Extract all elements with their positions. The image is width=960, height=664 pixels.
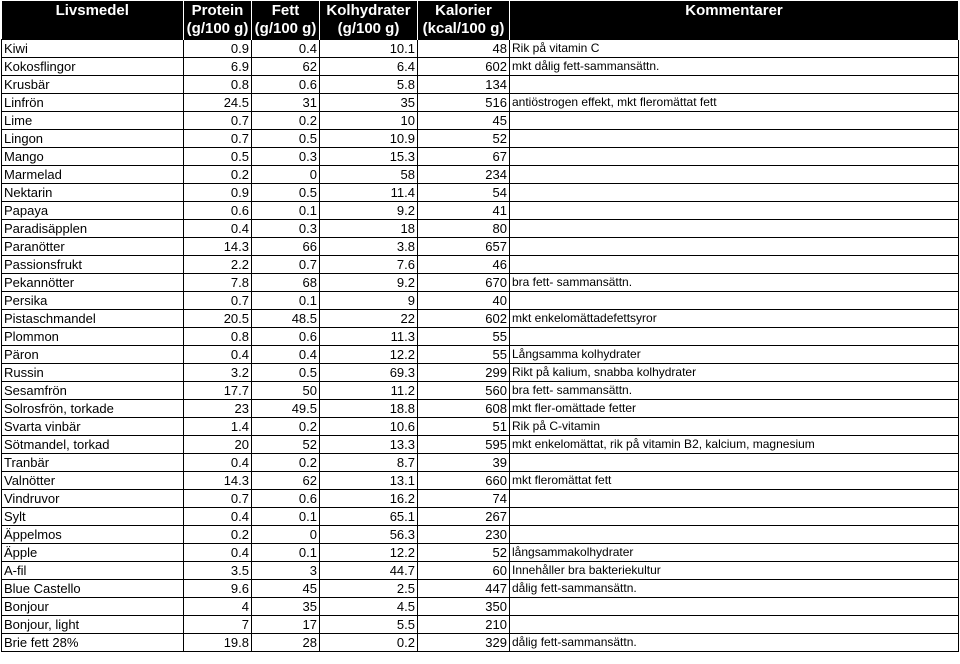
table-row [2, 76, 959, 94]
table-row [2, 220, 959, 238]
cell-fett: 0.3 [252, 148, 320, 166]
table-row [2, 94, 959, 112]
cell-kommentar [510, 220, 959, 238]
cell-fett: 0.1 [252, 292, 320, 310]
cell-fett: 0.5 [252, 184, 320, 202]
cell-kolhydrater: 12.2 [320, 346, 418, 364]
table-row [2, 256, 959, 274]
cell-kommentar [510, 256, 959, 274]
cell-fett: 0.4 [252, 346, 320, 364]
cell-kommentar [510, 148, 959, 166]
cell-kommentar: bra fett- sammansättn. [510, 382, 959, 400]
table-row [2, 472, 959, 490]
table-row [2, 184, 959, 202]
header-row [2, 1, 959, 40]
cell-kolhydrater: 22 [320, 310, 418, 328]
cell-protein: 0.9 [184, 40, 252, 58]
cell-fett: 45 [252, 580, 320, 598]
cell-kalorier: 657 [418, 238, 510, 256]
nutrition-table [1, 1, 959, 652]
cell-kolhydrater: 9.2 [320, 202, 418, 220]
cell-kolhydrater: 11.2 [320, 382, 418, 400]
cell-kommentar: mkt fler-omättade fetter [510, 400, 959, 418]
cell-livsmedel: Pistaschmandel [2, 310, 184, 328]
cell-kommentar [510, 112, 959, 130]
table-row [2, 418, 959, 436]
cell-kalorier: 48 [418, 40, 510, 58]
table-row [2, 238, 959, 256]
cell-kalorier: 67 [418, 148, 510, 166]
cell-kommentar: Långsamma kolhydrater [510, 346, 959, 364]
cell-kommentar: mkt enkelomättat, rik på vitamin B2, kalcium, magnesium [510, 436, 959, 454]
cell-kalorier: 41 [418, 202, 510, 220]
cell-fett: 0 [252, 526, 320, 544]
cell-protein: 0.4 [184, 544, 252, 562]
cell-kolhydrater: 69.3 [320, 364, 418, 382]
cell-fett: 62 [252, 58, 320, 76]
cell-fett: 66 [252, 238, 320, 256]
cell-kalorier: 670 [418, 274, 510, 292]
table-row [2, 454, 959, 472]
cell-kommentar [510, 166, 959, 184]
cell-livsmedel: Äppelmos [2, 526, 184, 544]
cell-protein: 7 [184, 616, 252, 634]
cell-protein: 20.5 [184, 310, 252, 328]
cell-fett: 31 [252, 94, 320, 112]
cell-livsmedel: Krusbär [2, 76, 184, 94]
cell-protein: 0.9 [184, 184, 252, 202]
table-row [2, 292, 959, 310]
cell-fett: 0.4 [252, 40, 320, 58]
cell-fett: 0.1 [252, 202, 320, 220]
table-row [2, 436, 959, 454]
table-row [2, 598, 959, 616]
cell-kommentar [510, 526, 959, 544]
cell-livsmedel: Bonjour, light [2, 616, 184, 634]
cell-kolhydrater: 18.8 [320, 400, 418, 418]
cell-protein: 0.7 [184, 490, 252, 508]
table-body [2, 40, 959, 652]
cell-protein: 17.7 [184, 382, 252, 400]
cell-protein: 0.7 [184, 292, 252, 310]
cell-protein: 14.3 [184, 238, 252, 256]
cell-kalorier: 267 [418, 508, 510, 526]
cell-kalorier: 602 [418, 310, 510, 328]
cell-livsmedel: Päron [2, 346, 184, 364]
cell-protein: 0.4 [184, 454, 252, 472]
cell-fett: 0.2 [252, 454, 320, 472]
cell-kalorier: 608 [418, 400, 510, 418]
cell-kommentar [510, 490, 959, 508]
cell-kommentar: Rik på vitamin C [510, 40, 959, 58]
header-kommentarer: Kommentarer [510, 1, 959, 40]
table-row [2, 634, 959, 652]
header-fett: Fett (g/100 g) [252, 1, 320, 40]
cell-kommentar [510, 616, 959, 634]
table-row [2, 346, 959, 364]
cell-fett: 0 [252, 166, 320, 184]
table-row [2, 166, 959, 184]
cell-protein: 0.2 [184, 166, 252, 184]
cell-kolhydrater: 4.5 [320, 598, 418, 616]
cell-fett: 3 [252, 562, 320, 580]
cell-livsmedel: Paranötter [2, 238, 184, 256]
cell-kolhydrater: 3.8 [320, 238, 418, 256]
cell-protein: 14.3 [184, 472, 252, 490]
cell-kommentar [510, 76, 959, 94]
cell-protein: 1.4 [184, 418, 252, 436]
cell-livsmedel: Kiwi [2, 40, 184, 58]
cell-fett: 50 [252, 382, 320, 400]
cell-kolhydrater: 10.1 [320, 40, 418, 58]
cell-kalorier: 329 [418, 634, 510, 652]
cell-fett: 28 [252, 634, 320, 652]
table-row [2, 544, 959, 562]
cell-kommentar: dålig fett-sammansättn. [510, 634, 959, 652]
cell-livsmedel: Lime [2, 112, 184, 130]
cell-kommentar: bra fett- sammansättn. [510, 274, 959, 292]
table-row [2, 580, 959, 598]
table-row [2, 508, 959, 526]
table-row [2, 310, 959, 328]
cell-kommentar [510, 598, 959, 616]
cell-protein: 3.2 [184, 364, 252, 382]
header-kalorier: Kalorier (kcal/100 g) [418, 1, 510, 40]
cell-kalorier: 602 [418, 58, 510, 76]
cell-kommentar: långsammakolhydrater [510, 544, 959, 562]
cell-protein: 0.2 [184, 526, 252, 544]
cell-kolhydrater: 11.4 [320, 184, 418, 202]
cell-fett: 48.5 [252, 310, 320, 328]
cell-livsmedel: Nektarin [2, 184, 184, 202]
cell-kommentar [510, 202, 959, 220]
cell-livsmedel: Persika [2, 292, 184, 310]
cell-protein: 0.8 [184, 76, 252, 94]
cell-kolhydrater: 44.7 [320, 562, 418, 580]
cell-kolhydrater: 10.9 [320, 130, 418, 148]
cell-kolhydrater: 5.5 [320, 616, 418, 634]
cell-livsmedel: Mango [2, 148, 184, 166]
cell-livsmedel: Sesamfrön [2, 382, 184, 400]
cell-livsmedel: Plommon [2, 328, 184, 346]
cell-livsmedel: Blue Castello [2, 580, 184, 598]
cell-livsmedel: Linfrön [2, 94, 184, 112]
cell-fett: 17 [252, 616, 320, 634]
cell-protein: 23 [184, 400, 252, 418]
table-row [2, 274, 959, 292]
cell-protein: 0.4 [184, 220, 252, 238]
cell-kalorier: 51 [418, 418, 510, 436]
cell-livsmedel: Svarta vinbär [2, 418, 184, 436]
cell-kolhydrater: 13.1 [320, 472, 418, 490]
table-row [2, 112, 959, 130]
cell-kalorier: 40 [418, 292, 510, 310]
table-row [2, 148, 959, 166]
cell-protein: 9.6 [184, 580, 252, 598]
cell-livsmedel: Lingon [2, 130, 184, 148]
cell-protein: 2.2 [184, 256, 252, 274]
cell-kalorier: 660 [418, 472, 510, 490]
cell-kommentar: Rikt på kalium, snabba kolhydrater [510, 364, 959, 382]
cell-protein: 4 [184, 598, 252, 616]
cell-protein: 24.5 [184, 94, 252, 112]
cell-kolhydrater: 5.8 [320, 76, 418, 94]
cell-kommentar [510, 130, 959, 148]
cell-livsmedel: Tranbär [2, 454, 184, 472]
cell-kalorier: 52 [418, 544, 510, 562]
cell-livsmedel: A-fil [2, 562, 184, 580]
cell-kolhydrater: 10.6 [320, 418, 418, 436]
cell-kolhydrater: 9.2 [320, 274, 418, 292]
cell-kolhydrater: 58 [320, 166, 418, 184]
cell-fett: 52 [252, 436, 320, 454]
cell-kommentar: antiöstrogen effekt, mkt fleromättat fett [510, 94, 959, 112]
cell-kolhydrater: 35 [320, 94, 418, 112]
cell-kalorier: 39 [418, 454, 510, 472]
table-row [2, 490, 959, 508]
cell-kalorier: 74 [418, 490, 510, 508]
cell-livsmedel: Äpple [2, 544, 184, 562]
cell-kommentar [510, 328, 959, 346]
cell-kalorier: 80 [418, 220, 510, 238]
table-row [2, 364, 959, 382]
cell-livsmedel: Bonjour [2, 598, 184, 616]
table-row [2, 400, 959, 418]
cell-kalorier: 447 [418, 580, 510, 598]
cell-fett: 0.1 [252, 508, 320, 526]
cell-kalorier: 210 [418, 616, 510, 634]
cell-protein: 0.7 [184, 112, 252, 130]
table-row [2, 526, 959, 544]
table-row [2, 328, 959, 346]
cell-kalorier: 350 [418, 598, 510, 616]
cell-protein: 7.8 [184, 274, 252, 292]
cell-fett: 68 [252, 274, 320, 292]
table-row [2, 202, 959, 220]
cell-kolhydrater: 11.3 [320, 328, 418, 346]
cell-fett: 0.1 [252, 544, 320, 562]
cell-kolhydrater: 65.1 [320, 508, 418, 526]
cell-kalorier: 55 [418, 346, 510, 364]
header-livsmedel: Livsmedel [2, 1, 184, 40]
cell-kommentar: Rik på C-vitamin [510, 418, 959, 436]
cell-kommentar: mkt enkelomättadefettsyror [510, 310, 959, 328]
cell-kommentar: dålig fett-sammansättn. [510, 580, 959, 598]
cell-kalorier: 55 [418, 328, 510, 346]
cell-kolhydrater: 2.5 [320, 580, 418, 598]
table-row [2, 58, 959, 76]
header-kolhydrater: Kolhydrater (g/100 g) [320, 1, 418, 40]
cell-kalorier: 45 [418, 112, 510, 130]
cell-livsmedel: Sötmandel, torkad [2, 436, 184, 454]
cell-livsmedel: Marmelad [2, 166, 184, 184]
cell-fett: 0.2 [252, 418, 320, 436]
cell-livsmedel: Papaya [2, 202, 184, 220]
cell-kalorier: 595 [418, 436, 510, 454]
cell-kolhydrater: 56.3 [320, 526, 418, 544]
cell-kommentar [510, 292, 959, 310]
cell-protein: 0.7 [184, 130, 252, 148]
cell-kolhydrater: 6.4 [320, 58, 418, 76]
cell-kalorier: 60 [418, 562, 510, 580]
table-row [2, 382, 959, 400]
cell-fett: 0.6 [252, 328, 320, 346]
cell-kolhydrater: 13.3 [320, 436, 418, 454]
table-row [2, 616, 959, 634]
header-protein: Protein (g/100 g) [184, 1, 252, 40]
cell-kolhydrater: 18 [320, 220, 418, 238]
cell-kolhydrater: 16.2 [320, 490, 418, 508]
cell-fett: 0.6 [252, 76, 320, 94]
cell-kalorier: 299 [418, 364, 510, 382]
cell-protein: 0.6 [184, 202, 252, 220]
cell-fett: 0.2 [252, 112, 320, 130]
cell-kommentar [510, 184, 959, 202]
cell-livsmedel: Passionsfrukt [2, 256, 184, 274]
cell-kolhydrater: 0.2 [320, 634, 418, 652]
table-row [2, 562, 959, 580]
cell-kalorier: 560 [418, 382, 510, 400]
cell-livsmedel: Vindruvor [2, 490, 184, 508]
cell-protein: 0.5 [184, 148, 252, 166]
cell-livsmedel: Kokosflingor [2, 58, 184, 76]
cell-protein: 3.5 [184, 562, 252, 580]
cell-kolhydrater: 10 [320, 112, 418, 130]
table-row [2, 130, 959, 148]
cell-kommentar: mkt fleromättat fett [510, 472, 959, 490]
cell-protein: 0.4 [184, 508, 252, 526]
cell-protein: 0.8 [184, 328, 252, 346]
cell-kolhydrater: 7.6 [320, 256, 418, 274]
cell-fett: 62 [252, 472, 320, 490]
cell-kommentar [510, 238, 959, 256]
cell-livsmedel: Solrosfrön, torkade [2, 400, 184, 418]
cell-kolhydrater: 12.2 [320, 544, 418, 562]
cell-kalorier: 234 [418, 166, 510, 184]
cell-kalorier: 230 [418, 526, 510, 544]
cell-fett: 0.5 [252, 364, 320, 382]
cell-kalorier: 134 [418, 76, 510, 94]
cell-fett: 49.5 [252, 400, 320, 418]
cell-fett: 0.3 [252, 220, 320, 238]
cell-kalorier: 54 [418, 184, 510, 202]
cell-kommentar [510, 508, 959, 526]
cell-livsmedel: Paradisäpplen [2, 220, 184, 238]
cell-kommentar [510, 454, 959, 472]
cell-fett: 0.5 [252, 130, 320, 148]
cell-protein: 0.4 [184, 346, 252, 364]
cell-kolhydrater: 15.3 [320, 148, 418, 166]
cell-protein: 19.8 [184, 634, 252, 652]
cell-kalorier: 516 [418, 94, 510, 112]
cell-kommentar: mkt dålig fett-sammansättn. [510, 58, 959, 76]
cell-protein: 6.9 [184, 58, 252, 76]
cell-protein: 20 [184, 436, 252, 454]
cell-kalorier: 46 [418, 256, 510, 274]
cell-kolhydrater: 8.7 [320, 454, 418, 472]
cell-livsmedel: Sylt [2, 508, 184, 526]
cell-kalorier: 52 [418, 130, 510, 148]
cell-livsmedel: Russin [2, 364, 184, 382]
cell-kolhydrater: 9 [320, 292, 418, 310]
cell-fett: 35 [252, 598, 320, 616]
cell-livsmedel: Pekannötter [2, 274, 184, 292]
cell-livsmedel: Brie fett 28% [2, 634, 184, 652]
cell-livsmedel: Valnötter [2, 472, 184, 490]
cell-fett: 0.6 [252, 490, 320, 508]
cell-fett: 0.7 [252, 256, 320, 274]
cell-kommentar: Innehåller bra bakteriekultur [510, 562, 959, 580]
table-row [2, 40, 959, 58]
